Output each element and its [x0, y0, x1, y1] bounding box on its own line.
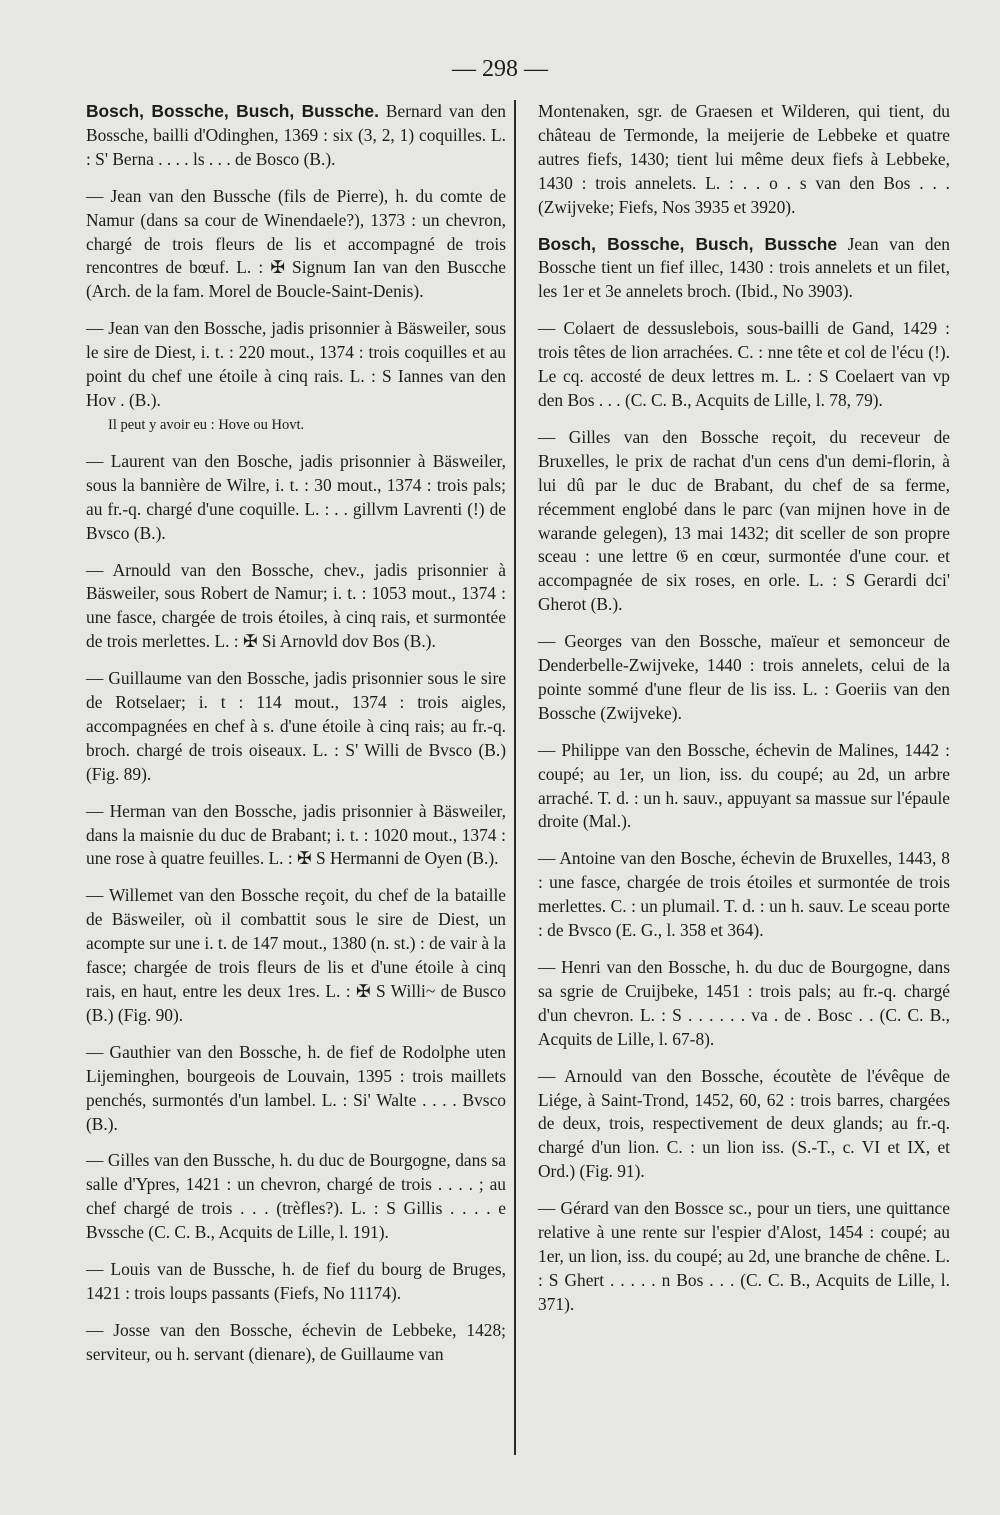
entry-paragraph [86, 1149, 506, 1245]
entry-paragraph [86, 667, 506, 787]
left-column [86, 100, 506, 1380]
entry-paragraph [86, 800, 506, 872]
entry-paragraph [538, 426, 950, 617]
entry-text: — Josse van den Bossche, échevin de Lebbeke, 1428; serviteur, ou h. servant (dienare), de Guillaume van [86, 1319, 506, 1364]
entry-text: — Arnould van den Bossche, chev., jadis prisonnier à Bäsweiler, sous Robert de Namur; i. t. : 1053 mout., 1374 : une fasce, chargée de trois étoiles, à cinq rais, et surmontée de trois merlettes. L. : ✠ Si Arnovld dov Bos (B.). [86, 559, 506, 652]
entry-text: — Laurent van den Bosche, jadis prisonnier à Bäsweiler, sous la bannière de Wilre, i. t. : 30 mout., 1374 : trois pals; au fr.-q. chargé d'une coquille. L. : . . gillvm Lavrenti (!) de Bvsco (B.). [86, 450, 506, 543]
entry-paragraph [86, 884, 506, 1027]
page-number: — 298 — [452, 56, 548, 82]
entry-paragraph [538, 630, 950, 726]
entry-text: Jean van den Bossche tient un fief illec, 1430 : trois annelets et un filet, les 1er et 3e annelets broch. (Ibid., No 3903). [538, 233, 950, 302]
entry-paragraph [86, 1258, 506, 1306]
entry-text: — Willemet van den Bossche reçoit, du chef de la bataille de Bäsweiler, où il combattit sous le sire de Diest, un acompte sur une i. t. de 147 mout., 1380 (n. st.) : de vair à la fasce; chargée de trois fleurs de lis et d'une étoile à cinq rais, en haut, entre les deux 1res. L. : ✠ S Willi~ de Busco (B.) (Fig. 90). [86, 885, 506, 1025]
entry-paragraph [86, 559, 506, 655]
entry-text: — Gérard van den Bossce sc., pour un tiers, une quittance relative à une rente sur l'espier d'Alost, 1454 : coupé; au 1er, un lion, iss. du coupé; au 2d, une branche de chêne. L. : S Ghert . . . . . n Bos . . . (C. C. B., Acquits de Lille, l. 371). [538, 1198, 950, 1314]
entry-text: — Colaert de dessuslebois, sous-bailli de Gand, 1429 : trois têtes de lion arrachées. C. : nne tête et col de l'écu (!). Le cq. accosté de deux lettres m. L. : S Coelaert van vp den Bos . . . (C. C. B., Acquits de Lille, l. 78, 79). [538, 318, 950, 410]
entry-heading: Bosch, Bossche, Busch, Bussche [538, 233, 838, 254]
entry-text: Montenaken, sgr. de Graesen et Wilderen, qui tient, du château de Termonde, la meijerie de Lebbeke et quatre autres fiefs, 1430; tient lui même deux fiefs à Lebbeke, 1430 : trois annelets. L. : . . o . s van den Bos . . . (Zwijveke; Fiefs, Nos 3935 et 3920). [538, 101, 950, 217]
entry-paragraph [538, 847, 950, 943]
entry-paragraph [86, 317, 506, 413]
entry-paragraph [538, 100, 950, 220]
entry-text: — Louis van de Bussche, h. de fief du bourg de Bruges, 1421 : trois loups passants (Fiefs, No 11174). [86, 1259, 506, 1303]
entry-text: — Jean van den Bossche, jadis prisonnier à Bäsweiler, sous le sire de Diest, i. t. : 220 mout., 1374 : trois coquilles et au point du chef une étoile à cinq rais. L. : S Iannes van den Hov . (B.). [86, 318, 506, 410]
entry-text: — Guillaume van den Bossche, jadis prisonnier sous le sire de Rotselaer; i. t : 114 mout., 1374 : trois aigles, accompagnées en chef à s. d'une étoile à cinq rais; au fr.-q. broch. chargé de trois oiseaux. L. : S' Willi de Bvsco (B.) (Fig. 89). [86, 668, 506, 784]
entry-text: — Gilles van den Bussche, h. du duc de Bourgogne, dans sa salle d'Ypres, 1421 : un chevron, chargé de trois . . . . ; au chef chargé de trois . . . (trèfles?). L. : S Gillis . . . . e Bvssche (C. C. B., Acquits de Lille, l. 191). [86, 1150, 506, 1243]
entry-text: — Philippe van den Bossche, échevin de Malines, 1442 : coupé; au 1er, un lion, iss. du coupé; au 2d, un arbre arraché. T. d. : un h. sauv., appuyant sa massue sur l'épaule droite (Mal.). [538, 739, 950, 832]
entry-text: — Jean van den Bussche (fils de Pierre), h. du comte de Namur (dans sa cour de Winendaele?), 1373 : un chevron, chargé de trois fleurs de lis et accompagné de trois rencontres de bœuf. L. : ✠ Signum Ian van den Buscche (Arch. de la fam. Morel de Boucle-Saint-Denis). [86, 185, 506, 302]
entry-text: — Arnould van den Bossche, écoutète de l'évêque de Liége, à Saint-Trond, 1452, 60, 62 : trois barres, chargées de deux, trois, respectivement de deux glands; au fr.-q. chargé d'un lion. C. : un lion iss. (S.-T., c. VI et IX, et Ord.) (Fig. 91). [538, 1065, 950, 1182]
entry-heading: Bosch, Bossche, Busch, Bussche. [86, 101, 379, 121]
entry-paragraph [86, 100, 506, 172]
entry-paragraph [538, 1065, 950, 1185]
entry-paragraph [538, 317, 950, 413]
footnote: Il peut y avoir eu : Hove ou Hovt. [108, 416, 305, 433]
entry-paragraph [86, 185, 506, 305]
right-column [538, 100, 950, 1330]
entry-text: Bernard van den Bossche, bailli d'Odinghen, 1369 : six (3, 2, 1) coquilles. L. : S' Berna . . . . ls . . . de Bosco (B.). [86, 101, 506, 169]
entry-text: — Gauthier van den Bossche, h. de fief de Rodolphe uten Lijeminghen, bourgeois de Louvain, 1395 : trois maillets penchés, surmontés d'un lambel. L. : Si' Walte . . . . Bvsco (B.). [86, 1041, 506, 1134]
entry-text: — Henri van den Bossche, h. du duc de Bourgogne, dans sa sgrie de Cruijbeke, 1451 : trois pals; au fr.-q. chargé d'un chevron. L. : S . . . . . . va . de . Bosc . . (C. C. B., Acquits de Lille, l. 67-8). [538, 957, 950, 1049]
entry-paragraph [538, 739, 950, 835]
entry-text: — Georges van den Bossche, maïeur et semonceur de Denderbelle-Zwijveke, 1440 : trois annelets, celui de la pointe sommé d'une fleur de lis iss. L. : Goeriis van den Bossche (Zwijveke). [538, 631, 950, 723]
entry-paragraph [86, 1041, 506, 1137]
entry-paragraph [86, 1319, 506, 1367]
entry-paragraph [538, 233, 950, 305]
entry-paragraph [538, 1197, 950, 1317]
column-divider [514, 100, 516, 1455]
entry-text: — Antoine van den Bosche, échevin de Bruxelles, 1443, 8 : une fasce, chargée de trois étoiles et surmontée de trois merlettes. C. : un plumail. T. d. : un h. sauv. Le sceau porte : de Bvsco (E. G., l. 358 et 364). [538, 848, 950, 941]
entry-text: — Gilles van den Bossche reçoit, du receveur de Bruxelles, le prix de rachat d'un cens d'un demi-florin, à lui dû par le duc de Brabant, du chef de sa ferme, récemment englobé dans le parc (van mijnen hove in de warande gelegen), 13 mai 1432; dit sceller de son propre sceau : une lettre 𝔊 en cœur, surmontée d'une cour. et accompagnée de six roses, en orle. L. : S Gerardi dci' Gherot (B.). [538, 426, 950, 615]
entry-text: — Herman van den Bossche, jadis prisonnier à Bäsweiler, dans la maisnie du duc de Brabant; i. t. : 1020 mout., 1374 : une rose à quatre feuilles. L. : ✠ S Hermanni de Oyen (B.). [86, 800, 506, 869]
entry-paragraph [538, 956, 950, 1052]
entry-paragraph [86, 450, 506, 546]
